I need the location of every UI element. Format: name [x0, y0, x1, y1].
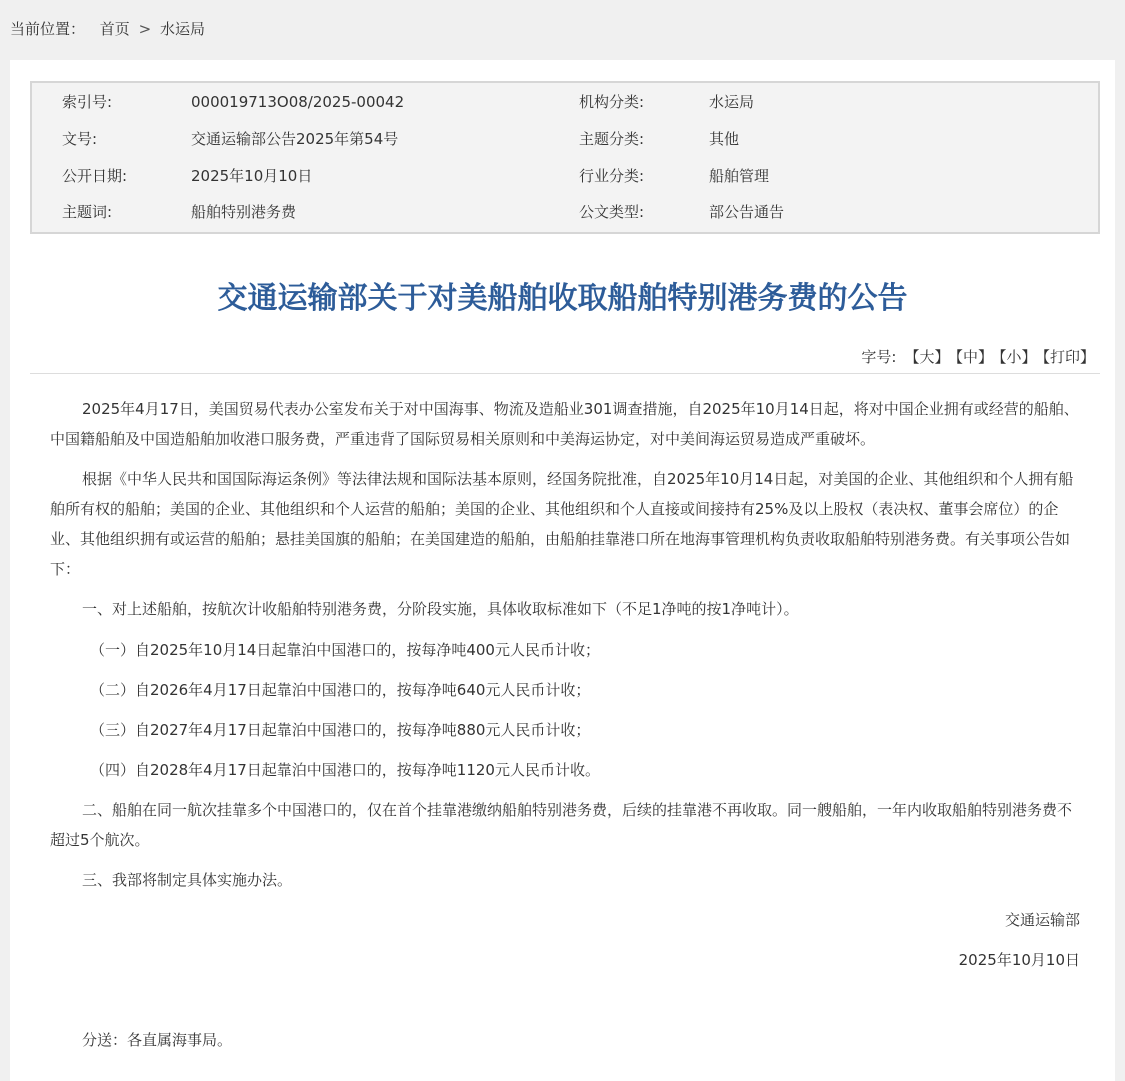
org-label: 机构分类:: [579, 93, 645, 111]
metadata-table: [30, 81, 1100, 234]
breadcrumb-current-link[interactable]: 水运局: [159, 20, 205, 38]
doctype-label: 公文类型:: [579, 203, 645, 221]
font-size-large-button[interactable]: 【大】: [904, 348, 950, 366]
print-button[interactable]: 【打印】: [1042, 348, 1095, 366]
font-size-small-button[interactable]: 【小】: [998, 348, 1037, 366]
title-divider: [30, 373, 1100, 374]
fee-stage-2: （二）自2026年4月17日起靠泊中国港口的，按每净吨640元人民币计收；: [90, 681, 591, 699]
fee-stage-3: （三）自2027年4月17日起靠泊中国港口的，按每净吨880元人民币计收；: [90, 721, 591, 739]
breadcrumb-home-link[interactable]: 首页: [99, 20, 130, 38]
breadcrumb-separator: >: [138, 20, 152, 38]
paragraph-background: 2025年4月17日，美国贸易代表办公室发布关于对中国海事、物流及造船业301调查措施，自2025年10月14日起，将对中国企业拥有或经营的船舶、中国籍船舶及中国造船舶加收港口服务费，严重违背了国际贸易相关原则和中美海运协定，对中美间海运贸易造成严重破坏。: [50, 400, 1079, 448]
keyword-value: 船舶特别港务费: [191, 203, 297, 221]
document-title: 交通运输部关于对美船舶收取船舶特别港务费的公告: [217, 281, 908, 316]
org-value: 水运局: [709, 93, 755, 111]
content-page: [10, 60, 1115, 1081]
topic-value: 其他: [709, 130, 740, 148]
breadcrumb-prefix: 当前位置：: [10, 20, 86, 38]
date-label: 公开日期:: [62, 167, 128, 185]
keyword-label: 主题词:: [62, 203, 113, 221]
fee-stage-4: （四）自2028年4月17日起靠泊中国港口的，按每净吨1120元人民币计收。: [90, 761, 600, 779]
industry-value: 船舶管理: [709, 167, 770, 185]
doctype-value: 部公告通告: [709, 203, 785, 221]
font-size-medium-button[interactable]: 【中】: [955, 348, 993, 366]
docno-value: 交通运输部公告2025年第54号: [191, 130, 399, 148]
paragraph-item-one: 一、对上述船舶，按航次计收船舶特别港务费，分阶段实施，具体收取标准如下（不足1净吨的按1净吨计）。: [82, 600, 799, 618]
paragraph-basis: 根据《中华人民共和国国际海运条例》等法律法规和国际法基本原则，经国务院批准，自2025年10月14日起，对美国的企业、其他组织和个人拥有船舶所有权的船舶；美国的企业、其他组织和个人运营的船舶；美国的企业、其他组织和个人直接或间接持有25%及以上股权（表决权、董事会席位）的企业、其他组织拥有或运营的船舶；悬挂美国旗的船舶；在美国建造的船舶，由船舶挂靠港口所在地海事管理机构负责收取船舶特别港务费。有关事项公告如下：: [50, 470, 1074, 578]
paragraph-item-two: 二、船舶在同一航次挂靠多个中国港口的，仅在首个挂靠港缴纳船舶特别港务费，后续的挂靠港不再收取。同一艘船舶，一年内收取船舶特别港务费不超过5个航次。: [50, 801, 1073, 849]
index-value: 000019713O08/2025-00042: [191, 93, 405, 111]
topic-label: 主题分类:: [579, 130, 645, 148]
breadcrumb: [10, 19, 205, 39]
signature-issuer: 交通运输部: [1004, 911, 1080, 929]
docno-label: 文号:: [62, 130, 98, 148]
industry-label: 行业分类:: [579, 167, 645, 185]
date-value: 2025年10月10日: [191, 167, 313, 185]
fee-stage-1: （一）自2025年10月14日起靠泊中国港口的，按每净吨400元人民币计收；: [90, 641, 600, 659]
font-size-controls: [861, 347, 1095, 367]
index-label: 索引号:: [62, 93, 113, 111]
font-size-label: 字号:: [861, 348, 897, 366]
distribution-line: 分送：各直属海事局。: [82, 1031, 233, 1049]
paragraph-item-three: 三、我部将制定具体实施办法。: [82, 871, 293, 889]
signature-date: 2025年10月10日: [958, 951, 1080, 969]
